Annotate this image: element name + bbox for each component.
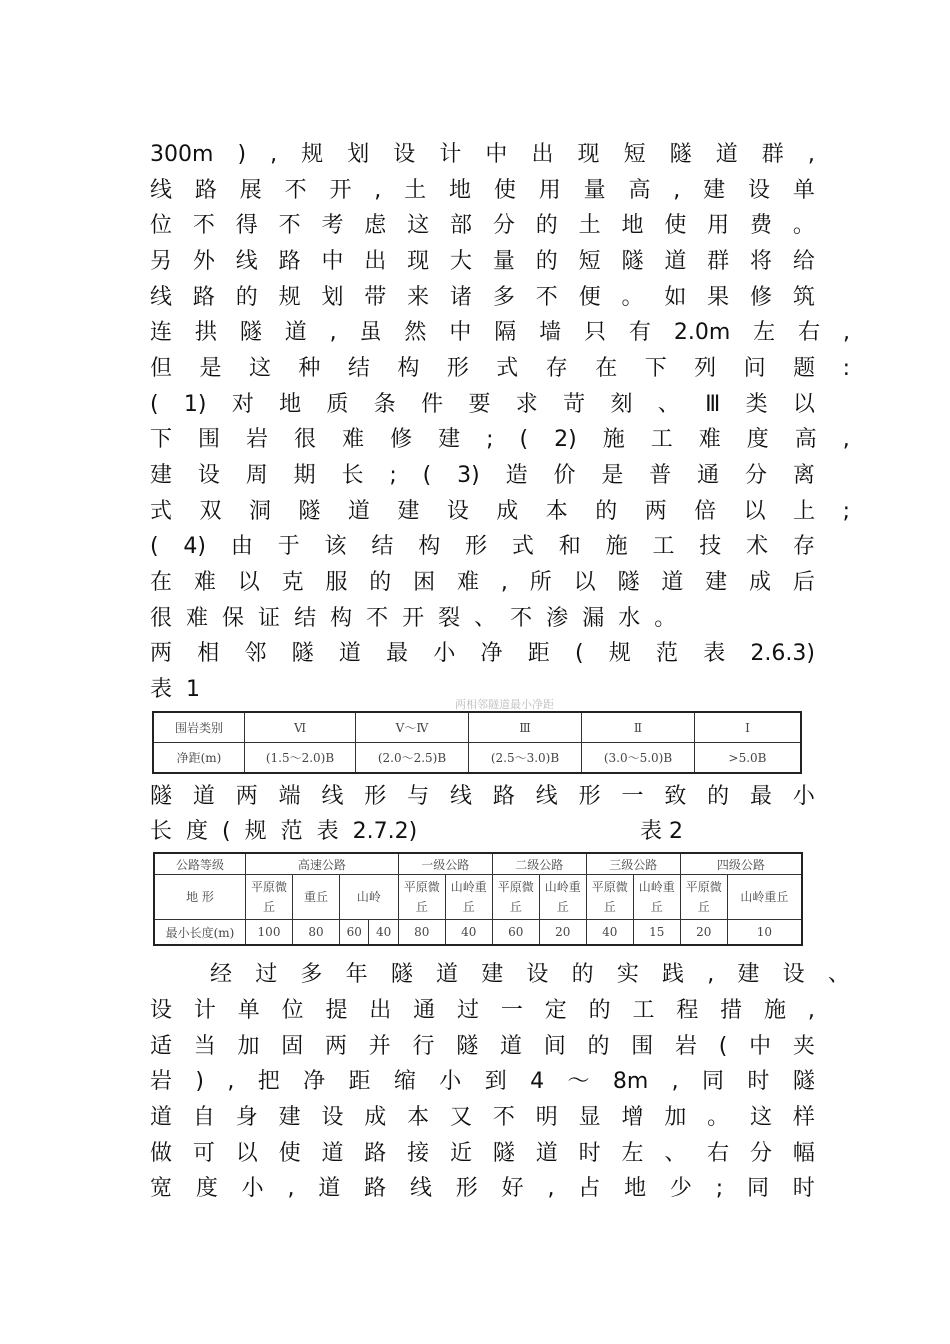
table-cell: 20: [539, 920, 586, 946]
text-line: 另 外 线 路 中 出 现 大 量 的 短 隧 道 群 将 给: [150, 249, 815, 274]
text-line: 隧 道 两 端 线 形 与 线 路 线 形 一 致 的 最 小: [150, 784, 815, 809]
table-cell: 40: [586, 920, 633, 946]
table-cell: 平原微丘: [398, 875, 445, 920]
table-cell: 山岭重丘: [727, 875, 802, 920]
table-cell: 40: [369, 920, 398, 946]
table-cell: 平原微丘: [586, 875, 633, 920]
table-cell: Ⅰ: [695, 712, 802, 743]
table-cell: 山岭重丘: [445, 875, 492, 920]
text-line: 道 自 身 建 设 成 本 又 不 明 显 增 加 。 这 样: [150, 1105, 815, 1130]
table-cell: 平原微丘: [492, 875, 539, 920]
table-cell: 三级公路: [586, 853, 680, 875]
text-line: 在 难 以 克 服 的 困 难 , 所 以 隧 道 建 成 后: [150, 570, 815, 595]
table-cell: 四级公路: [680, 853, 802, 875]
table-cell: 15: [633, 920, 680, 946]
table-cell: 60: [492, 920, 539, 946]
table-row: [153, 743, 801, 774]
table-cell: 二级公路: [492, 853, 586, 875]
table-cell: 100: [246, 920, 293, 946]
text-line: 线 路 的 规 划 带 来 诸 多 不 便 。 如 果 修 筑: [150, 285, 815, 310]
text-line: 很 难 保 证 结 构 不 开 裂 、 不 渗 漏 水 。: [150, 606, 677, 631]
table-cell: 平原微丘: [680, 875, 727, 920]
text-line: 两 相 邻 隧 道 最 小 净 距 ( 规 范 表 2.6.3): [150, 641, 815, 666]
table-cell: Ⅵ: [245, 712, 356, 743]
text-line: 宽 度 小 , 道 路 线 形 好 , 占 地 少 ; 同 时: [150, 1176, 815, 1201]
table-cell: (3.0～5.0)B: [582, 743, 695, 774]
table-cell: >5.0B: [695, 743, 802, 774]
table-cell: 40: [445, 920, 492, 946]
table-cell: 重丘: [293, 875, 340, 920]
table-row: [154, 853, 802, 875]
table1-caption: 两相邻隧道最小净距: [455, 698, 554, 711]
table-cell: 一级公路: [398, 853, 492, 875]
table-cell: 60: [340, 920, 369, 946]
text-line: 连 拱 隧 道 , 虽 然 中 隔 墙 只 有 2.0m 左 右 ,: [150, 320, 850, 345]
table-cell: Ⅴ～Ⅳ: [356, 712, 469, 743]
text-line: 表 1: [150, 677, 201, 702]
table-row: [153, 712, 801, 743]
table-cell: 20: [680, 920, 727, 946]
table-cell: Ⅲ: [469, 712, 582, 743]
table-cell: 平原微丘: [246, 875, 293, 920]
table-min-length: [153, 852, 803, 946]
table-cell: 80: [293, 920, 340, 946]
text-line: 但 是 这 种 结 构 形 式 存 在 下 列 问 题 :: [150, 356, 850, 381]
text-line: 设 计 单 位 提 出 通 过 一 定 的 工 程 措 施 ,: [150, 998, 815, 1023]
table-cell: 净距(m): [153, 743, 245, 774]
text-line: 300m ) , 规 划 设 计 中 出 现 短 隧 道 群 ,: [150, 142, 815, 167]
text-line: 长 度 ( 规 范 表 2.7.2): [150, 819, 418, 844]
table2-caption: 表 2: [640, 819, 683, 844]
table-cell: (2.5～3.0)B: [469, 743, 582, 774]
table-row: [154, 920, 802, 946]
text-line: 岩 ) , 把 净 距 缩 小 到 4 ～ 8m , 同 时 隧: [150, 1069, 815, 1094]
text-line: 适 当 加 固 两 并 行 隧 道 间 的 围 岩 ( 中 夹: [150, 1034, 815, 1059]
text-line: 建 设 周 期 长 ; ( 3) 造 价 是 普 通 分 离: [150, 463, 815, 488]
table-cell: 最小长度(m): [154, 920, 246, 946]
table-cell: (2.0～2.5)B: [356, 743, 469, 774]
table-cell: 山岭重丘: [539, 875, 586, 920]
table-cell: 公路等级: [154, 853, 246, 875]
text-line: 式 双 洞 隧 道 建 设 成 本 的 两 倍 以 上 ;: [150, 499, 850, 524]
table-cell: 山岭重丘: [633, 875, 680, 920]
table-min-clear-distance: [152, 711, 802, 774]
text-line: 位 不 得 不 考 虑 这 部 分 的 土 地 使 用 费 。: [150, 213, 815, 238]
table-row: [154, 875, 802, 920]
table-cell: Ⅱ: [582, 712, 695, 743]
text-line: 线 路 展 不 开 , 土 地 使 用 量 高 , 建 设 单: [150, 178, 815, 203]
table-cell: (1.5～2.0)B: [245, 743, 356, 774]
text-line: ( 4) 由 于 该 结 构 形 式 和 施 工 技 术 存: [150, 534, 815, 559]
text-line: 做 可 以 使 道 路 接 近 隧 道 时 左 、 右 分 幅: [150, 1141, 815, 1166]
table-cell: 围岩类别: [153, 712, 245, 743]
text-line: 经 过 多 年 隧 道 建 设 的 实 践 , 建 设 、: [210, 962, 850, 987]
text-line: 下 围 岩 很 难 修 建 ; ( 2) 施 工 难 度 高 ,: [150, 427, 850, 452]
table-cell: 地 形: [154, 875, 246, 920]
table-cell: 80: [398, 920, 445, 946]
table-cell: 高速公路: [246, 853, 399, 875]
text-line: ( 1) 对 地 质 条 件 要 求 苛 刻 、 Ⅲ 类 以: [150, 392, 815, 417]
table-cell: 10: [727, 920, 802, 946]
table-cell: 山岭: [340, 875, 399, 920]
